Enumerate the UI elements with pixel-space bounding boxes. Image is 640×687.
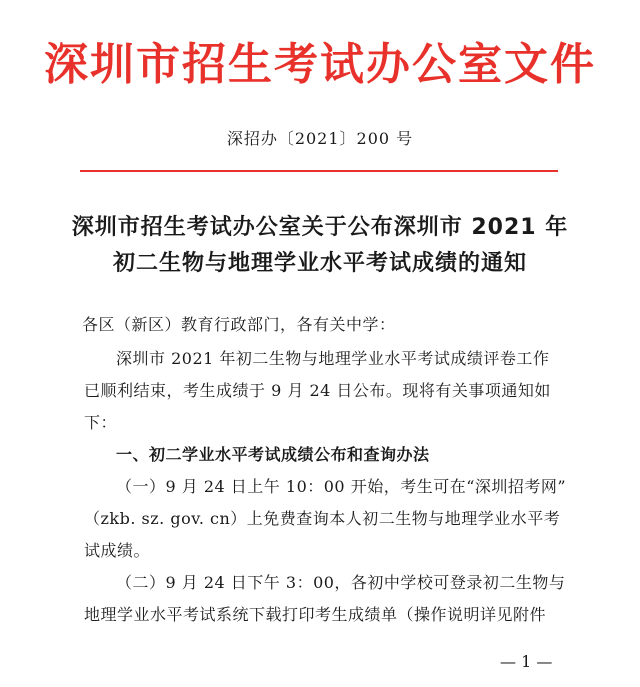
paragraph-line: 试成绩。: [84, 541, 151, 560]
document-header-title: 深圳市招生考试办公室文件: [44, 39, 596, 90]
section-heading: 一、初二学业水平考试成绩公布和查询办法: [116, 445, 430, 464]
paragraph-line: （二）9 月 24 日下午 3：00，各初中学校可登录初二生物与: [116, 573, 566, 592]
red-divider-line: [80, 170, 558, 172]
document-number: 深招办〔2021〕200 号: [226, 129, 414, 148]
paragraph-line: （一）9 月 24 日上午 10：00 开始，考生可在“深圳招考网”: [116, 477, 567, 496]
notice-title-line-2: 初二生物与地理学业水平考试成绩的通知: [112, 251, 527, 276]
paragraph-line: 已顺利结束，考生成绩于 9 月 24 日公布。现将有关事项通知如: [84, 381, 551, 400]
paragraph-line: 地理学业水平考试系统下载打印考生成绩单（操作说明详见附件: [84, 605, 547, 624]
paragraph-line: （zkb. sz. gov. cn）上免费查询本人初二生物与地理学业水平考: [84, 509, 561, 528]
paragraph-line: 下：: [84, 413, 118, 432]
page-number: — 1 —: [500, 652, 553, 671]
salutation: 各区（新区）教育行政部门，各有关中学：: [82, 315, 396, 334]
paragraph-line: 深圳市 2021 年初二生物与地理学业水平考试成绩评卷工作: [116, 349, 550, 368]
notice-title-line-1: 深圳市招生考试办公室关于公布深圳市 2021 年: [71, 215, 569, 240]
